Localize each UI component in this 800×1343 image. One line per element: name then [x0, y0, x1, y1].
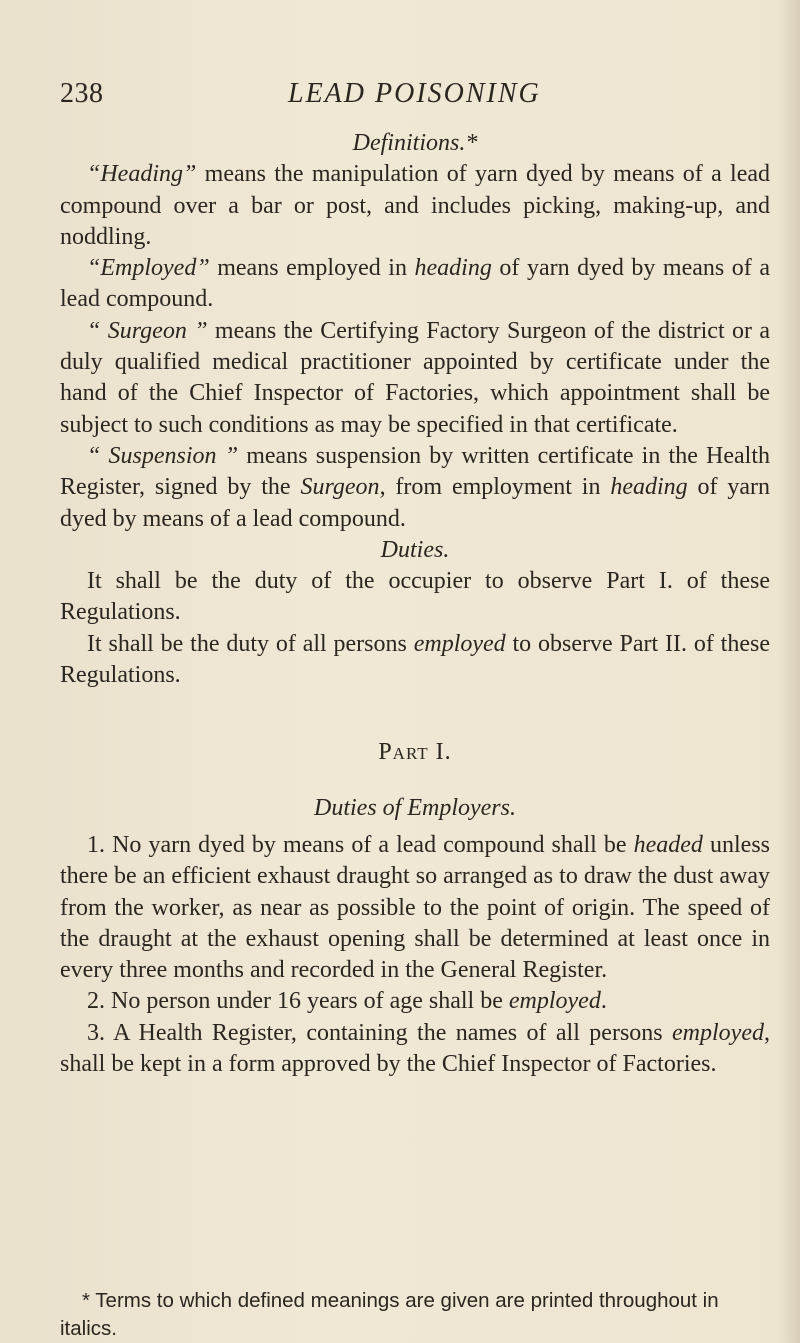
duties-text: to observe Part II. of these Regulations.: [60, 630, 770, 689]
defined-term: heading: [610, 474, 688, 501]
definition-term: “Employed”: [87, 255, 210, 282]
footnote: * Terms to which defined meanings are given are printed throughout in italics.: [60, 1288, 719, 1340]
defined-term: employed: [672, 1019, 764, 1046]
defined-term: employed: [413, 630, 506, 657]
regulation-text: A Health Register, containing the names of all persons: [105, 1019, 673, 1046]
page-header: [0, 78, 800, 118]
defined-term: employed: [508, 988, 601, 1015]
definition-text: means the Certifying Factory Surgeon of the district or a duly qualified medical practitioner appointed by certificate under the hand of the Chief Inspector of Factories, which appointment shall be subject to such conditions as may be specified in that certificate.: [60, 317, 771, 438]
duties-paragraph-2: [60, 629, 770, 692]
defined-term: heading: [414, 255, 492, 282]
duties-text: It shall be the duty of all persons: [87, 630, 414, 657]
duties-paragraph-1: It shall be the duty of the occupier to observe Part I. of these Regulations.: [60, 568, 770, 626]
regulation-text: .: [600, 988, 607, 1015]
definition-text: means suspension by written certificate in the Health Register, signed by the: [60, 442, 770, 501]
definitions-heading: Definitions.*: [352, 130, 478, 156]
definition-text: of yarn dyed by means of a lead compound.: [60, 474, 771, 532]
body-text: [60, 128, 770, 1080]
definition-term: “ Surgeon ”: [87, 317, 208, 344]
duties-heading: Duties.: [380, 536, 450, 563]
regulation-number: 2.: [87, 988, 105, 1015]
definition-text: means employed in: [209, 255, 415, 282]
part-title: Part I.: [378, 739, 452, 766]
regulation-1: [60, 830, 770, 986]
part-subtitle: Duties of Employers.: [314, 794, 516, 821]
definition-text: of yarn dyed by means of a lead compound.: [60, 255, 771, 313]
definition-suspension: [60, 441, 770, 535]
page-edge-shadow: [778, 0, 800, 1343]
running-head: LEAD POISONING: [288, 78, 541, 109]
regulation-text: No yarn dyed by means of a lead compound shall be: [105, 831, 634, 858]
regulation-text: No person under 16 years of age shall be: [105, 988, 509, 1015]
definition-text: means the manipulation of yarn dyed by means of a lead compound over a bar or post, and includes picking, making-up, and noddling.: [60, 161, 770, 250]
definition-surgeon: [60, 316, 770, 441]
definition-employed: [60, 253, 770, 316]
page-number: 238: [60, 78, 104, 109]
definition-heading: [60, 159, 770, 253]
regulation-3: [60, 1018, 770, 1081]
regulation-2: [60, 986, 770, 1017]
defined-term: Surgeon: [300, 474, 380, 501]
defined-term: headed: [633, 831, 703, 858]
definition-text: , from employment in: [379, 474, 611, 501]
regulation-text: , shall be kept in a form approved by the Chief Inspector of Factories.: [60, 1019, 770, 1078]
regulation-number: 1.: [87, 831, 105, 858]
regulation-number: 3.: [87, 1019, 105, 1046]
regulation-text: unless there be an efficient exhaust draught so arranged as to draw the dust away from the worker, as near as possible to the point of origin. The speed of the draught at the exhaust opening shall be determined at least once in every three months and recorded in the General Register.: [60, 831, 771, 984]
definition-term: “ Suspension ”: [87, 442, 239, 469]
definition-term: “Heading”: [87, 161, 197, 188]
